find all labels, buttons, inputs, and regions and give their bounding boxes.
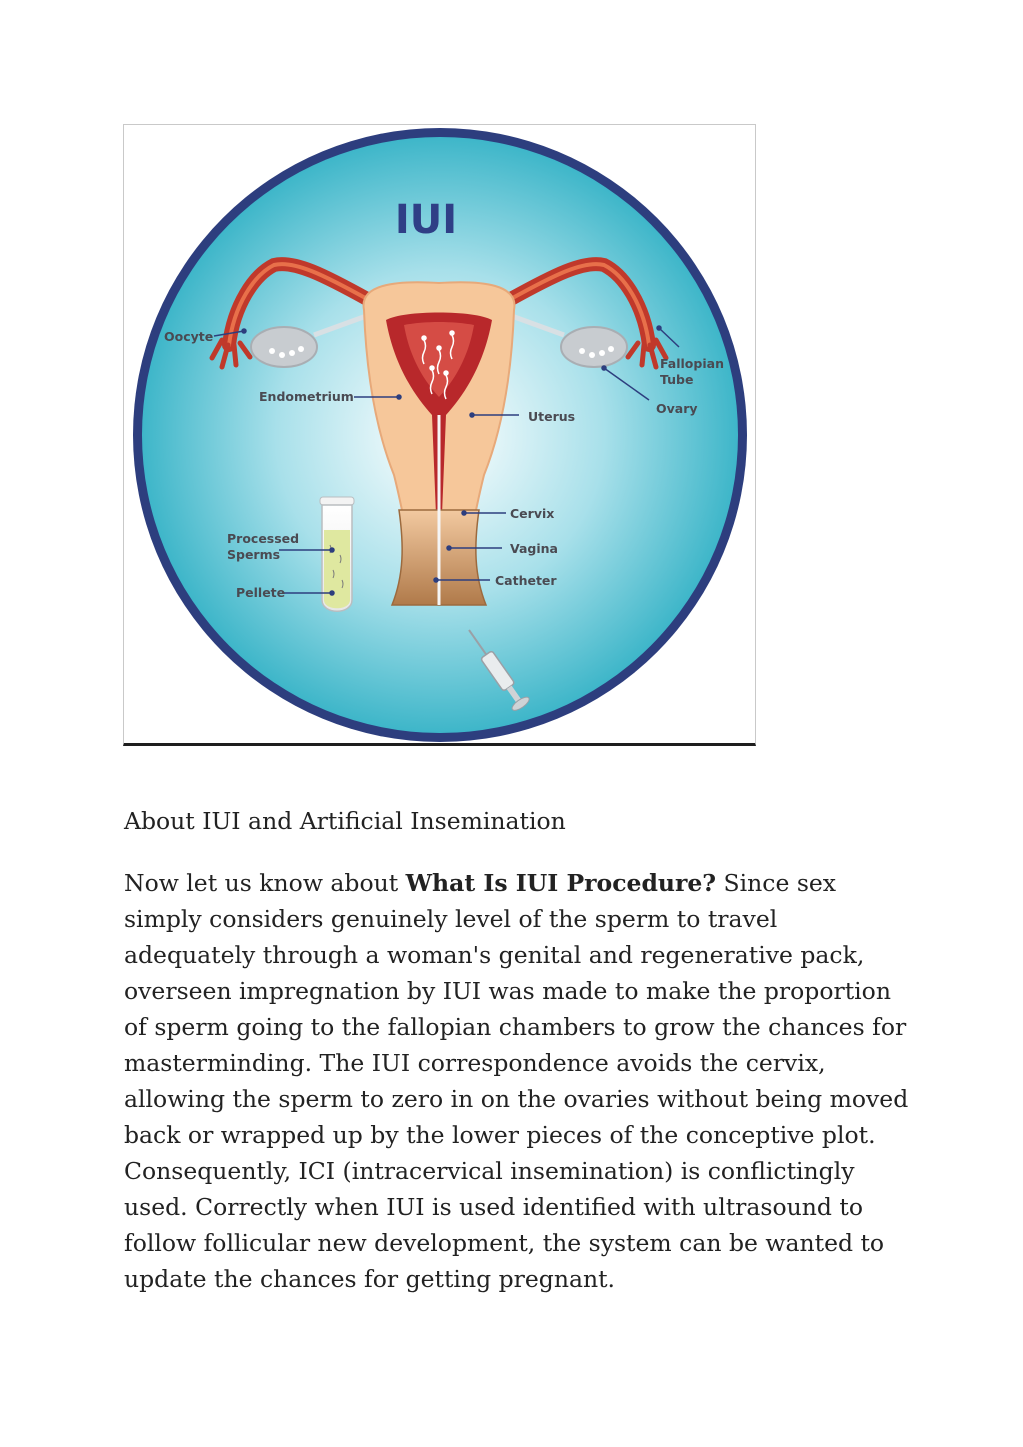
label-fallopian-tube-line1: Fallopian xyxy=(660,356,724,371)
diagram-title: IUI xyxy=(394,197,458,243)
test-tube-icon xyxy=(320,497,354,611)
article-body-text: Since sex simply considers genuinely level of the sperm to travel adequately through a woman's genital and regenerative pack, overseen impregnation by IUI was made to make the proportion of sperm going to the fallopian chambers to grow the chances for masterminding. The IUI correspondence avoids the cervix, allowing the sperm to zero in on the ovaries without being moved back or wrapped up by the lower pieces of the conceptive plot. Consequently, ICI (intracervical insemination) is conflictingly used. Correctly when IUI is used identified with ultrasound to follow follicular new development, the system can be wanted to update the chances for getting pregnant. xyxy=(124,869,909,1293)
iui-illustration xyxy=(123,124,756,746)
label-fallopian-tube-line2: Tube xyxy=(660,372,694,387)
label-catheter: Catheter xyxy=(495,573,557,588)
article-body xyxy=(124,865,914,1297)
label-ovary: Ovary xyxy=(656,401,698,416)
article-intro: Now let us know about xyxy=(124,869,406,897)
label-pellete: Pellete xyxy=(236,585,286,600)
label-uterus: Uterus xyxy=(528,409,576,424)
label-oocyte: Oocyte xyxy=(164,329,214,344)
label-processed-sperms-line2: Sperms xyxy=(227,547,281,562)
left-ovary xyxy=(251,327,317,367)
article-intro-bold: What Is IUI Procedure? xyxy=(405,869,717,897)
label-endometrium: Endometrium xyxy=(259,389,354,404)
right-ovary xyxy=(561,327,627,367)
label-cervix: Cervix xyxy=(510,506,555,521)
article-heading: About IUI and Artificial Insemination xyxy=(124,807,566,835)
label-vagina: Vagina xyxy=(510,541,558,556)
label-processed-sperms-line1: Processed xyxy=(227,531,300,546)
iui-diagram xyxy=(124,125,755,742)
